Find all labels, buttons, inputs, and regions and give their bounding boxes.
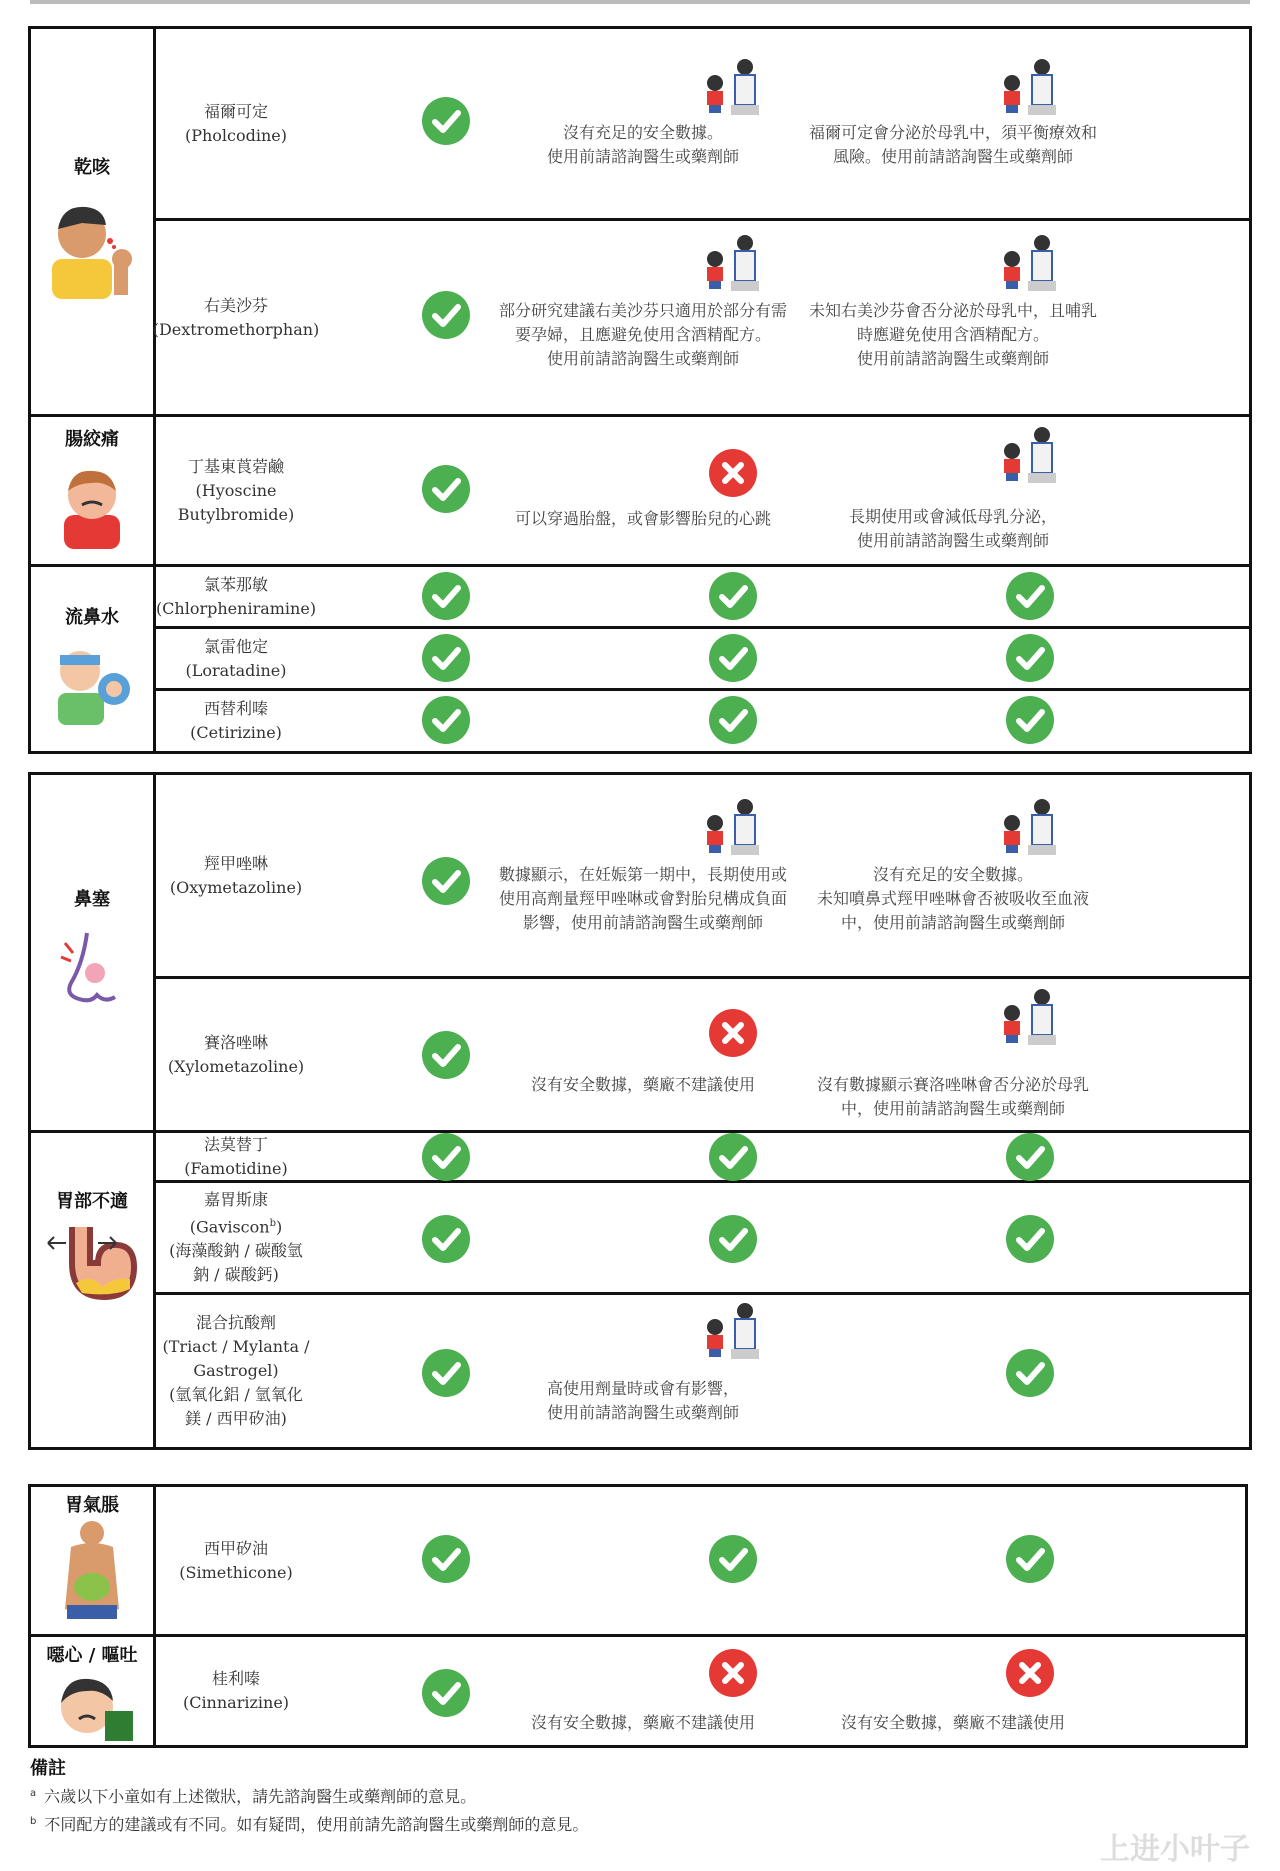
table-cough-colic-runny-nose [28, 26, 1252, 754]
check-icon [422, 1669, 470, 1717]
note-xylometazoline-breastfeeding: 沒有數據顯示賽洛唑啉會否分泌於母乳 中，使用前請諮詢醫生或藥劑師 [816, 1075, 1089, 1118]
note-pholcodine-breastfeeding: 福爾可定會分泌於母乳中，須平衡療效和 風險。使用前請諮詢醫生或藥劑師 [808, 123, 1097, 166]
check-icon [422, 857, 470, 905]
coughing-person-icon [42, 189, 142, 299]
check-icon [709, 1133, 757, 1181]
symptom-bloating [31, 1487, 156, 1637]
table-bloating-nausea [28, 1484, 1248, 1748]
drug-gaviscon: 嘉胃斯康 (Gaviscon$^b$) (海藻酸鈉 / 碳酸氫 鈉 / 碳酸鈣) [169, 1189, 303, 1285]
stomach-ache-child-icon [52, 461, 132, 551]
consult-doctor-icon [701, 797, 765, 859]
drug-dextromethorphan: 右美沙芬 (Dextromethorphan) [152, 295, 320, 339]
note-dextromethorphan-pregnancy: 部分研究建議右美沙芬只適用於部分有需 要孕婦，且應避免使用含酒精配方。 使用前請諮詢醫生或藥劑師 [498, 301, 787, 368]
row-antacid [153, 1295, 1249, 1447]
note-pholcodine-pregnancy: 沒有充足的安全數據。 使用前請諮詢醫生或藥劑師 [546, 123, 739, 166]
check-icon [709, 696, 757, 744]
row-cinnarizine [153, 1637, 1245, 1745]
consult-doctor-icon [998, 797, 1062, 859]
top-divider [30, 0, 1250, 4]
consult-doctor-icon [701, 1301, 765, 1363]
table-congestion-stomach [28, 772, 1252, 1450]
symptom-nasal-congestion [31, 775, 156, 1133]
check-icon [709, 634, 757, 682]
symptom-stomach [31, 1133, 156, 1447]
check-icon [1006, 572, 1054, 620]
note-dextromethorphan-breastfeeding: 未知右美沙芬會否分泌於母乳中，且哺乳 時應避免使用含酒精配方。 使用前請諮詢醫生或藥劑師 [808, 301, 1097, 368]
check-icon [422, 696, 470, 744]
check-icon [422, 634, 470, 682]
note-antacid-pregnancy: 高使用劑量時或會有影響， 使用前請諮詢醫生或藥劑師 [546, 1379, 739, 1422]
note-hyoscine-pregnancy: 可以穿過胎盤，或會影響胎兒的心跳 [514, 509, 771, 528]
symptom-nausea [31, 1637, 156, 1745]
drug-cetirizine: 西替利嗪 (Cetirizine) [190, 699, 282, 742]
stomach-acid-icon [42, 1223, 142, 1303]
check-icon [1006, 634, 1054, 682]
row-cetirizine [153, 691, 1249, 751]
note-hyoscine-breastfeeding: 長期使用或會減低母乳分泌， 使用前請諮詢醫生或藥劑師 [848, 507, 1057, 550]
cross-icon [709, 449, 757, 497]
bloated-stomach-icon [57, 1519, 127, 1629]
check-icon [422, 1535, 470, 1583]
check-icon [709, 1535, 757, 1583]
cross-icon [709, 1649, 757, 1697]
symptom-colic [31, 417, 156, 567]
check-icon [422, 1031, 470, 1079]
note-oxymetazoline-breastfeeding: 沒有充足的安全數據。 未知噴鼻式羥甲唑啉會否被吸收至血液 中，使用前請諮詢醫生或藥劑師 [816, 865, 1089, 932]
check-icon [709, 1215, 757, 1263]
cross-icon [1006, 1649, 1054, 1697]
consult-doctor-icon [998, 233, 1062, 295]
check-icon [709, 572, 757, 620]
check-icon [1006, 1535, 1054, 1583]
symptom-title: 胃氣脹 [65, 1495, 119, 1516]
check-icon [422, 1215, 470, 1263]
footnote-a: $^a$ 六歲以下小童如有上述徵狀，請先諮詢醫生或藥劑師的意見。 [30, 1787, 477, 1806]
drug-loratadine: 氯雷他定 (Loratadine) [185, 636, 287, 680]
runny-nose-person-icon [50, 637, 134, 727]
drug-pholcodine: 福爾可定 (Pholcodine) [184, 101, 288, 145]
row-xylometazoline [153, 979, 1249, 1133]
nauseous-person-icon [47, 1667, 137, 1743]
drug-xylometazoline: 賽洛唑啉 (Xylometazoline) [167, 1032, 305, 1076]
drug-oxymetazoline: 羥甲唑啉 (Oxymetazoline) [169, 853, 303, 897]
check-icon [1006, 1349, 1054, 1397]
symptom-dry-cough [31, 29, 156, 417]
note-xylometazoline-pregnancy: 沒有安全數據，藥廠不建議使用 [530, 1075, 755, 1094]
note-cinnarizine-breastfeeding: 沒有安全數據，藥廠不建議使用 [840, 1713, 1065, 1732]
row-loratadine [153, 629, 1249, 691]
note-cinnarizine-pregnancy: 沒有安全數據，藥廠不建議使用 [530, 1713, 755, 1732]
row-oxymetazoline [153, 775, 1249, 979]
symptom-runny-nose [31, 567, 156, 751]
check-icon [422, 291, 470, 339]
drug-simethicone: 西甲矽油 (Simethicone) [179, 1538, 293, 1582]
symptom-title: 噁心 / 嘔吐 [46, 1645, 138, 1666]
watermark: 上进小叶子 [1100, 1832, 1250, 1867]
symptom-title: 鼻塞 [74, 889, 110, 910]
check-icon [1006, 696, 1054, 744]
drug-antacid: 混合抗酸劑 (Triact / Mylanta / Gastrogel) (氫氧化鋁 / 氫氧化 鎂 / 西甲矽油) [162, 1313, 310, 1428]
check-icon [422, 572, 470, 620]
symptom-title: 胃部不適 [56, 1191, 128, 1212]
symptom-title: 流鼻水 [65, 607, 119, 628]
check-icon [422, 465, 470, 513]
consult-doctor-icon [998, 425, 1062, 487]
drug-famotidine: 法莫替丁 (Famotidine) [184, 1134, 288, 1178]
row-famotidine [153, 1133, 1249, 1183]
check-icon [422, 1349, 470, 1397]
consult-doctor-icon [701, 233, 765, 295]
footnotes-title: 備註 [30, 1758, 66, 1779]
check-icon [422, 97, 470, 145]
row-gaviscon [153, 1183, 1249, 1295]
drug-chlorpheniramine: 氯苯那敏 (Chlorpheniramine) [155, 574, 317, 618]
row-chlorpheniramine [153, 567, 1249, 629]
row-pholcodine [153, 29, 1249, 221]
row-hyoscine [153, 417, 1249, 567]
check-icon [1006, 1133, 1054, 1181]
row-dextromethorphan [153, 221, 1249, 417]
symptom-title: 腸絞痛 [65, 429, 119, 450]
symptom-title: 乾咳 [74, 157, 110, 178]
note-oxymetazoline-pregnancy: 數據顯示，在妊娠第一期中，長期使用或 使用高劑量羥甲唑啉或會對胎兒構成負面 影響，使用前請諮詢醫生或藥劑師 [498, 865, 787, 932]
consult-doctor-icon [998, 57, 1062, 119]
drug-hyoscine: 丁基東莨菪鹼 (Hyoscine Butylbromide) [177, 456, 295, 524]
consult-doctor-icon [998, 987, 1062, 1049]
blocked-nose-icon [57, 923, 127, 1023]
consult-doctor-icon [701, 57, 765, 119]
check-icon [1006, 1215, 1054, 1263]
cross-icon [709, 1009, 757, 1057]
footnote-b: $^b$ 不同配方的建議或有不同。如有疑問，使用前請先諮詢醫生或藥劑師的意見。 [30, 1815, 589, 1834]
check-icon [422, 1133, 470, 1181]
row-simethicone [153, 1487, 1245, 1637]
drug-cinnarizine: 桂利嗪 (Cinnarizine) [182, 1669, 290, 1712]
